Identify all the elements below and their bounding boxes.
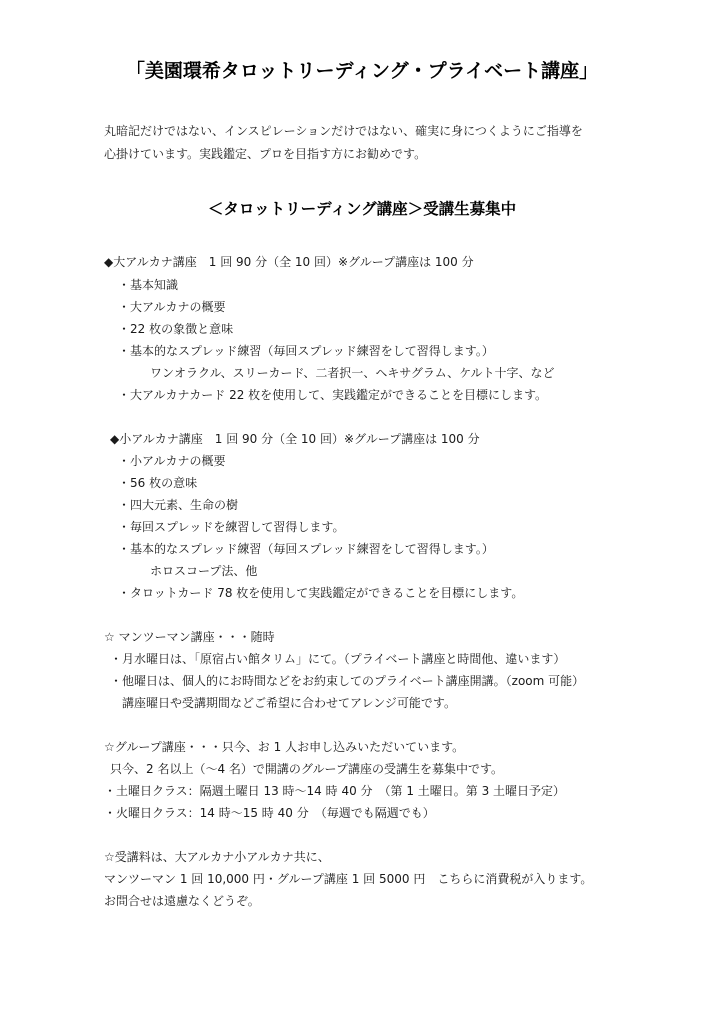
- list-item: ・火曜日クラス：14 時〜15 時 40 分 （毎週でも隔週でも）: [104, 806, 435, 820]
- list-item-detail: ホロスコープ法、他: [150, 564, 258, 578]
- list-item: ・土曜日クラス：隔週土曜日 13 時〜14 時 40 分 （第 1 土曜日。第 3 土曜日予定）: [104, 784, 566, 798]
- contact-note: お問合せは遠慮なくどうぞ。: [104, 894, 260, 908]
- intro-line-2: 心掛けています。実践鑑定、プロを目指す方にお勧めです。: [104, 147, 427, 161]
- list-item: ・月水曜日は、「原宿占い館タリム」にて。（プライベート講座と時間他、違います）: [110, 652, 566, 666]
- list-item: ・基本知識: [118, 278, 179, 292]
- document-title: 「美園環希タロットリーディング・プライベート講座」: [125, 60, 599, 82]
- major-arcana-heading: ◆大アルカナ講座 1 回 90 分（全 10 回）※グループ講座は 100 分: [104, 255, 474, 269]
- list-item: ・大アルカナカード 22 枚を使用して、実践鑑定ができることを目標にします。: [118, 388, 547, 402]
- section-subtitle: ＜タロットリーディング講座＞受講生募集中: [207, 200, 517, 218]
- list-item: ・他曜日は、個人的にお時間などをお約束してのプライベート講座開講。（zoom 可能）: [110, 674, 585, 688]
- list-item: ・22 枚の象徴と意味: [118, 322, 234, 336]
- list-item: ・基本的なスプレッド練習（毎回スプレッド練習をして習得します。）: [118, 344, 494, 358]
- list-item-detail: 只今、2 名以上（〜4 名）で開講のグループ講座の受講生を募集中です。: [110, 762, 503, 776]
- group-lesson-heading: ☆グループ講座・・・只今、お 1 人お申し込みいただいています。: [104, 740, 465, 754]
- minor-arcana-heading: ◆小アルカナ講座 1 回 90 分（全 10 回）※グループ講座は 100 分: [110, 432, 480, 446]
- intro-line-1: 丸暗記だけではない、インスピレーションだけではない、確実に身につくようにご指導を: [104, 124, 583, 138]
- list-item-detail: 講座曜日や受講期間などご希望に合わせてアレンジ可能です。: [122, 696, 456, 710]
- list-item: ・毎回スプレッドを練習して習得します。: [118, 520, 345, 534]
- list-item: ・大アルカナの概要: [118, 300, 226, 314]
- fees-detail: マンツーマン 1 回 10,000 円・グループ講座 1 回 5000 円 こちらに消費税が入ります。: [104, 872, 593, 886]
- list-item: ・四大元素、生命の樹: [118, 498, 239, 512]
- list-item: ・タロットカード 78 枚を使用して実践鑑定ができることを目標にします。: [118, 586, 524, 600]
- list-item: ・基本的なスプレッド練習（毎回スプレッド練習をして習得します。）: [118, 542, 494, 556]
- list-item: ・56 枚の意味: [118, 476, 198, 490]
- list-item: ・小アルカナの概要: [118, 454, 226, 468]
- fees-heading: ☆受講料は、大アルカナ小アルカナ共に、: [104, 850, 330, 864]
- list-item-detail: ワンオラクル、スリーカード、二者択一、ヘキサグラム、ケルト十字、など: [150, 366, 555, 380]
- private-lesson-heading: ☆ マンツーマン講座・・・随時: [104, 630, 275, 644]
